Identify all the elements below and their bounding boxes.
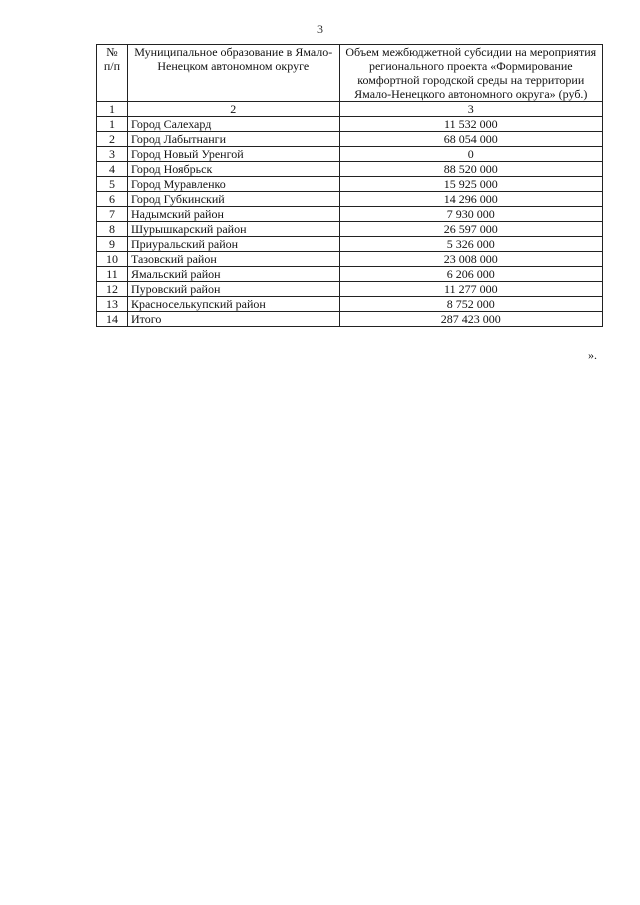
subsidy-table — [96, 44, 603, 327]
subsidy-amount: 7 930 000 — [339, 207, 602, 222]
municipality-name: Приуральский район — [127, 237, 339, 252]
table-row — [97, 297, 603, 312]
table-row — [97, 252, 603, 267]
municipality-name: Тазовский район — [127, 252, 339, 267]
row-number: 8 — [97, 222, 128, 237]
table-header-row — [97, 45, 603, 102]
table-row — [97, 222, 603, 237]
table-row — [97, 162, 603, 177]
row-number: 7 — [97, 207, 128, 222]
subsidy-amount: 23 008 000 — [339, 252, 602, 267]
municipality-name: Красноселькупский район — [127, 297, 339, 312]
table-row — [97, 282, 603, 297]
subsidy-amount: 11 277 000 — [339, 282, 602, 297]
row-number: 13 — [97, 297, 128, 312]
header-subsidy: Объем межбюджетной субсидии на мероприятия регионального проекта «Формирование комфортной городской среды на территории Ямало-Ненецкого автономного округа» (руб.) — [339, 45, 602, 102]
municipality-name: Ямальский район — [127, 267, 339, 282]
table-row — [97, 132, 603, 147]
row-number: 5 — [97, 177, 128, 192]
subsidy-amount: 14 296 000 — [339, 192, 602, 207]
table-row — [97, 177, 603, 192]
column-number: 3 — [339, 102, 602, 117]
row-number: 9 — [97, 237, 128, 252]
subsidy-amount: 68 054 000 — [339, 132, 602, 147]
row-number: 3 — [97, 147, 128, 162]
page-number: 3 — [317, 22, 323, 36]
table-row — [97, 237, 603, 252]
table-row — [97, 117, 603, 132]
table-row — [97, 312, 603, 327]
closing-mark: ». — [588, 348, 597, 362]
subsidy-amount: 287 423 000 — [339, 312, 602, 327]
table-row — [97, 207, 603, 222]
municipality-name: Город Ноябрьск — [127, 162, 339, 177]
row-number: 2 — [97, 132, 128, 147]
header-num: № п/п — [97, 45, 128, 102]
subsidy-amount: 11 532 000 — [339, 117, 602, 132]
row-number: 11 — [97, 267, 128, 282]
row-number: 10 — [97, 252, 128, 267]
table-row — [97, 147, 603, 162]
subsidy-amount: 5 326 000 — [339, 237, 602, 252]
table-row — [97, 192, 603, 207]
subsidy-amount: 15 925 000 — [339, 177, 602, 192]
header-municipality: Муниципальное образование в Ямало-Ненецком автономном округе — [127, 45, 339, 102]
table-row — [97, 267, 603, 282]
subsidy-amount: 88 520 000 — [339, 162, 602, 177]
municipality-name: Шурышкарский район — [127, 222, 339, 237]
table-body — [97, 117, 603, 327]
column-number: 1 — [97, 102, 128, 117]
row-number: 1 — [97, 117, 128, 132]
column-number: 2 — [127, 102, 339, 117]
row-number: 14 — [97, 312, 128, 327]
municipality-name: Город Губкинский — [127, 192, 339, 207]
row-number: 4 — [97, 162, 128, 177]
row-number: 6 — [97, 192, 128, 207]
municipality-name: Город Муравленко — [127, 177, 339, 192]
municipality-name: Город Салехард — [127, 117, 339, 132]
subsidy-amount: 26 597 000 — [339, 222, 602, 237]
municipality-name: Город Лабытнанги — [127, 132, 339, 147]
subsidy-amount: 8 752 000 — [339, 297, 602, 312]
column-numbers-row — [97, 102, 603, 117]
subsidy-amount: 0 — [339, 147, 602, 162]
municipality-name: Итого — [127, 312, 339, 327]
municipality-name: Пуровский район — [127, 282, 339, 297]
municipality-name: Надымский район — [127, 207, 339, 222]
row-number: 12 — [97, 282, 128, 297]
subsidy-amount: 6 206 000 — [339, 267, 602, 282]
municipality-name: Город Новый Уренгой — [127, 147, 339, 162]
